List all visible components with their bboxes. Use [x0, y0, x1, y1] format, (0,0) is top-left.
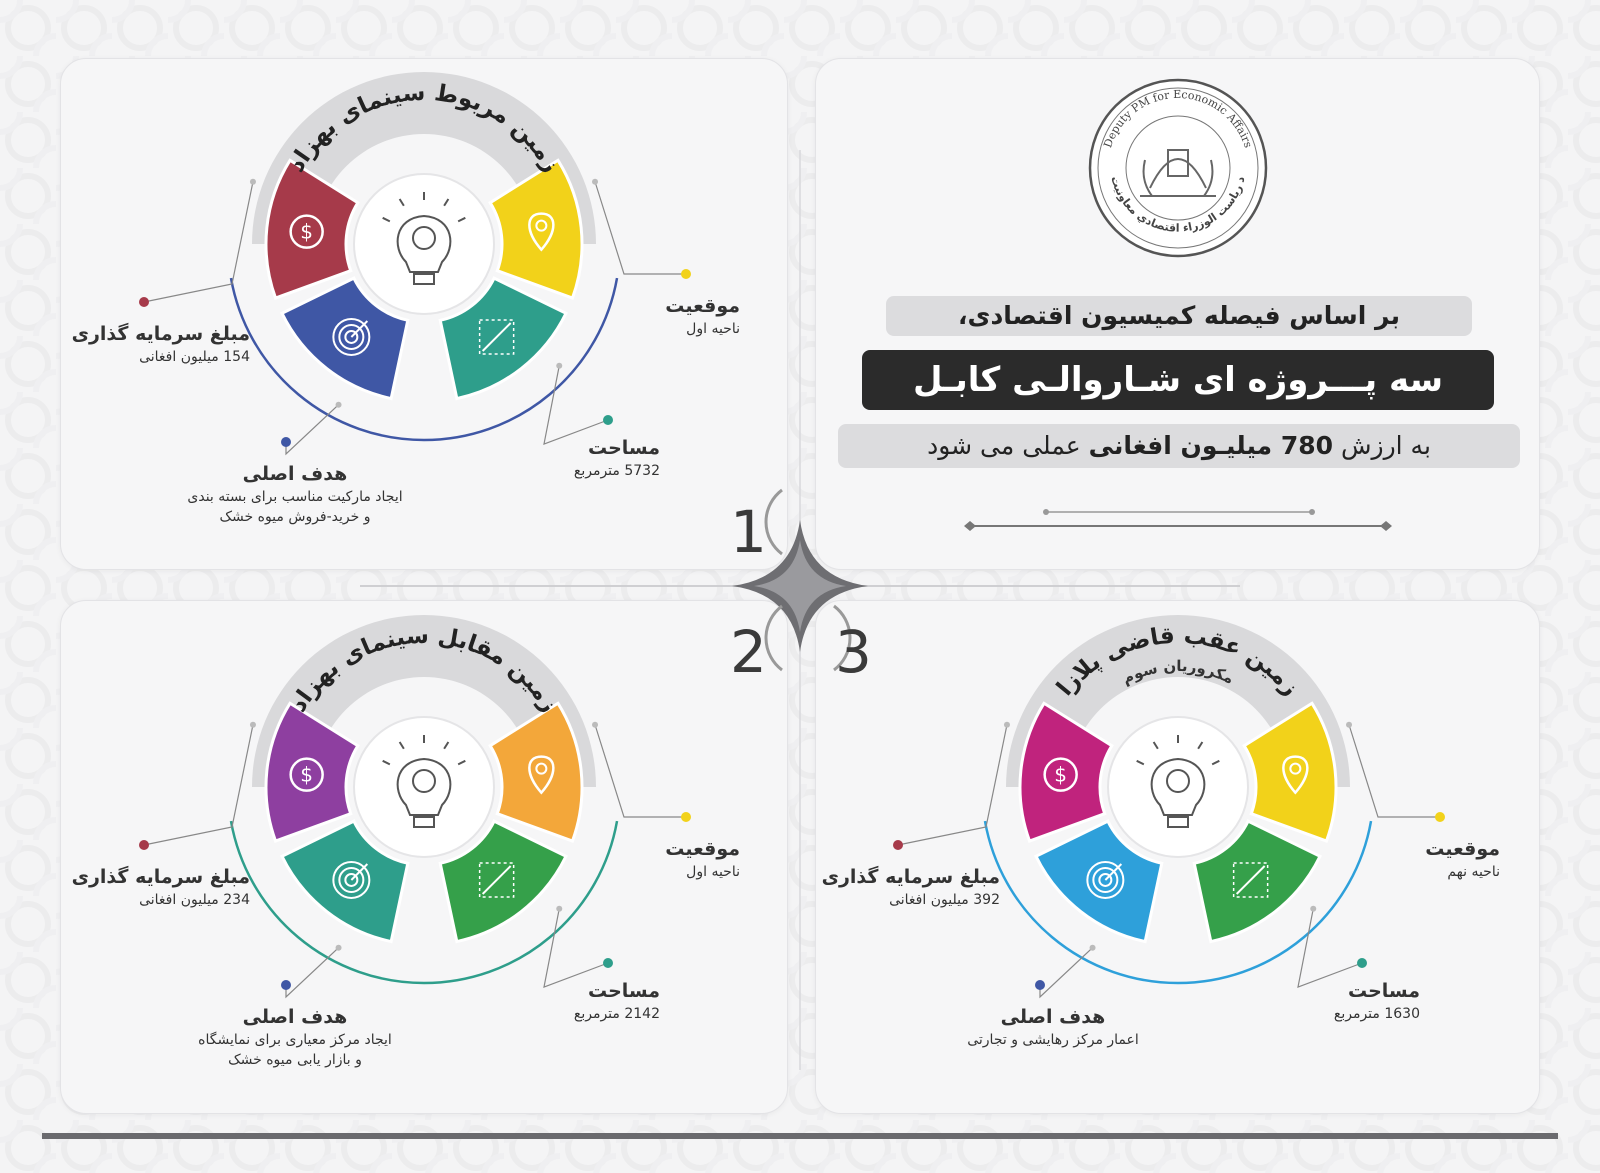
location-value: ناحیه اول	[686, 864, 740, 880]
header-line-3-post: عملی می شود	[927, 431, 1081, 460]
wheel-title: زمین مقابل سینمای بهزاد	[285, 622, 563, 717]
goal-connector-anchor	[336, 945, 342, 951]
area-connector-anchor	[556, 363, 562, 369]
project-3-investment	[790, 866, 1000, 908]
goal-line-1: ایجاد مرکز معیاری برای نمایشگاه	[198, 1032, 392, 1048]
area-label: مساحت	[587, 437, 660, 459]
goal-connector	[286, 405, 339, 454]
location-label: موقعیت	[1425, 838, 1500, 860]
invest-connector-anchor	[250, 179, 256, 185]
number-bracket	[766, 606, 782, 670]
goal-line-2: و خرید-فروش میوه خشک	[219, 509, 371, 525]
project-1-area	[520, 437, 660, 479]
area-value: 5732 مترمربع	[573, 463, 660, 479]
goal-line-1: ایجاد مارکیت مناسب برای بسته بندی	[187, 489, 403, 505]
project-2-location	[600, 838, 740, 880]
area-connector	[1298, 909, 1362, 987]
project-1-number: 1	[730, 498, 767, 566]
area-value: 1630 مترمربع	[1333, 1006, 1420, 1022]
goal-connector-anchor	[336, 402, 342, 408]
location-connector-anchor	[1346, 722, 1352, 728]
invest-value: 392 میلیون افغانی	[889, 892, 1000, 908]
location-connector-anchor	[592, 722, 598, 728]
location-segment	[490, 160, 582, 298]
svg-text:$: $	[300, 762, 314, 787]
area-label: مساحت	[1347, 980, 1420, 1002]
header-line-1: بر اساس فیصله کمیسیون اقتصادی،	[886, 296, 1472, 336]
project-1-goal	[130, 463, 460, 525]
svg-text:$: $	[1054, 762, 1068, 787]
project-wheel-1	[139, 72, 691, 454]
project-wheel-2	[139, 615, 691, 997]
invest-connector-dot	[893, 840, 903, 850]
area-connector	[544, 366, 608, 444]
project-1-location	[600, 295, 740, 337]
area-connector-dot	[1357, 958, 1367, 968]
invest-connector	[898, 725, 1007, 845]
area-connector-dot	[603, 415, 613, 425]
area-label: مساحت	[587, 980, 660, 1002]
location-connector	[1349, 725, 1440, 817]
location-connector	[595, 725, 686, 817]
area-connector-anchor	[1310, 906, 1316, 912]
project-1-investment	[40, 323, 250, 365]
wheel-title: زمین عقب قاضی پلازا	[1051, 622, 1304, 701]
invest-value: 234 میلیون افغانی	[139, 892, 250, 908]
location-segment	[1244, 703, 1336, 841]
area-connector	[544, 909, 608, 987]
area-value: 2142 مترمربع	[573, 1006, 660, 1022]
goal-line-1: اعمار مرکز رهایشی و تجارتی	[967, 1032, 1139, 1048]
goal-connector-anchor	[1090, 945, 1096, 951]
goal-label: هدف اصلی	[242, 463, 348, 485]
goal-connector-dot	[281, 437, 291, 447]
invest-label: مبلغ سرمایه گذاری	[821, 866, 1000, 888]
invest-connector	[144, 182, 253, 302]
project-2-investment	[40, 866, 250, 908]
invest-label: مبلغ سرمایه گذاری	[71, 866, 250, 888]
number-bracket	[766, 490, 782, 554]
project-3-goal	[888, 1006, 1218, 1048]
area-connector-anchor	[556, 906, 562, 912]
project-2-area	[520, 980, 660, 1022]
location-value: ناحیه اول	[686, 321, 740, 337]
svg-text:د ریاست الوزراء اقتصادي معاونی: د ریاست الوزراء اقتصادي معاونیت	[1108, 174, 1248, 235]
goal-connector-dot	[1035, 980, 1045, 990]
location-label: موقعیت	[665, 838, 740, 860]
project-3-number: 3	[835, 618, 872, 686]
project-2-number: 2	[730, 618, 767, 686]
location-segment	[490, 703, 582, 841]
target-icon	[1087, 862, 1123, 898]
goal-label: هدف اصلی	[1000, 1006, 1106, 1028]
project-wheel-3	[893, 615, 1445, 997]
location-connector-dot	[681, 269, 691, 279]
invest-connector	[144, 725, 253, 845]
project-3-area	[1280, 980, 1420, 1022]
goal-line-2: و بازار یابی میوه خشک	[228, 1052, 362, 1068]
goal-label: هدف اصلی	[242, 1006, 348, 1028]
invest-label: مبلغ سرمایه گذاری	[71, 323, 250, 345]
goal-connector-dot	[281, 980, 291, 990]
wheel-subtitle: مکروریان سوم	[1119, 656, 1237, 688]
invest-connector-dot	[139, 297, 149, 307]
project-3-location	[1360, 838, 1500, 880]
location-connector-dot	[681, 812, 691, 822]
invest-connector-anchor	[250, 722, 256, 728]
location-connector-anchor	[592, 179, 598, 185]
header-line-3-bold: 780 میلیـون افغانی	[1088, 431, 1334, 460]
location-label: موقعیت	[665, 295, 740, 317]
header-line-3-pre: به ارزش	[1340, 431, 1431, 460]
target-icon	[333, 319, 369, 355]
invest-connector-anchor	[1004, 722, 1010, 728]
target-icon	[333, 862, 369, 898]
invest-value: 154 میلیون افغانی	[139, 349, 250, 365]
goal-connector	[1040, 948, 1093, 997]
wheel-title: زمین مربوط سینمای بهزاد	[283, 79, 565, 177]
svg-text:$: $	[300, 219, 314, 244]
location-value: ناحیه نهم	[1447, 864, 1500, 880]
location-connector-dot	[1435, 812, 1445, 822]
location-connector	[595, 182, 686, 274]
header-line-2: سه پـــروژه ای شـاروالـی کابـل	[862, 350, 1494, 410]
svg-text:Deputy PM for Economic Affairs: Deputy PM for Economic Affairs	[1101, 87, 1255, 150]
area-connector-dot	[603, 958, 613, 968]
goal-connector	[286, 948, 339, 997]
project-2-goal	[130, 1006, 460, 1068]
invest-connector-dot	[139, 840, 149, 850]
